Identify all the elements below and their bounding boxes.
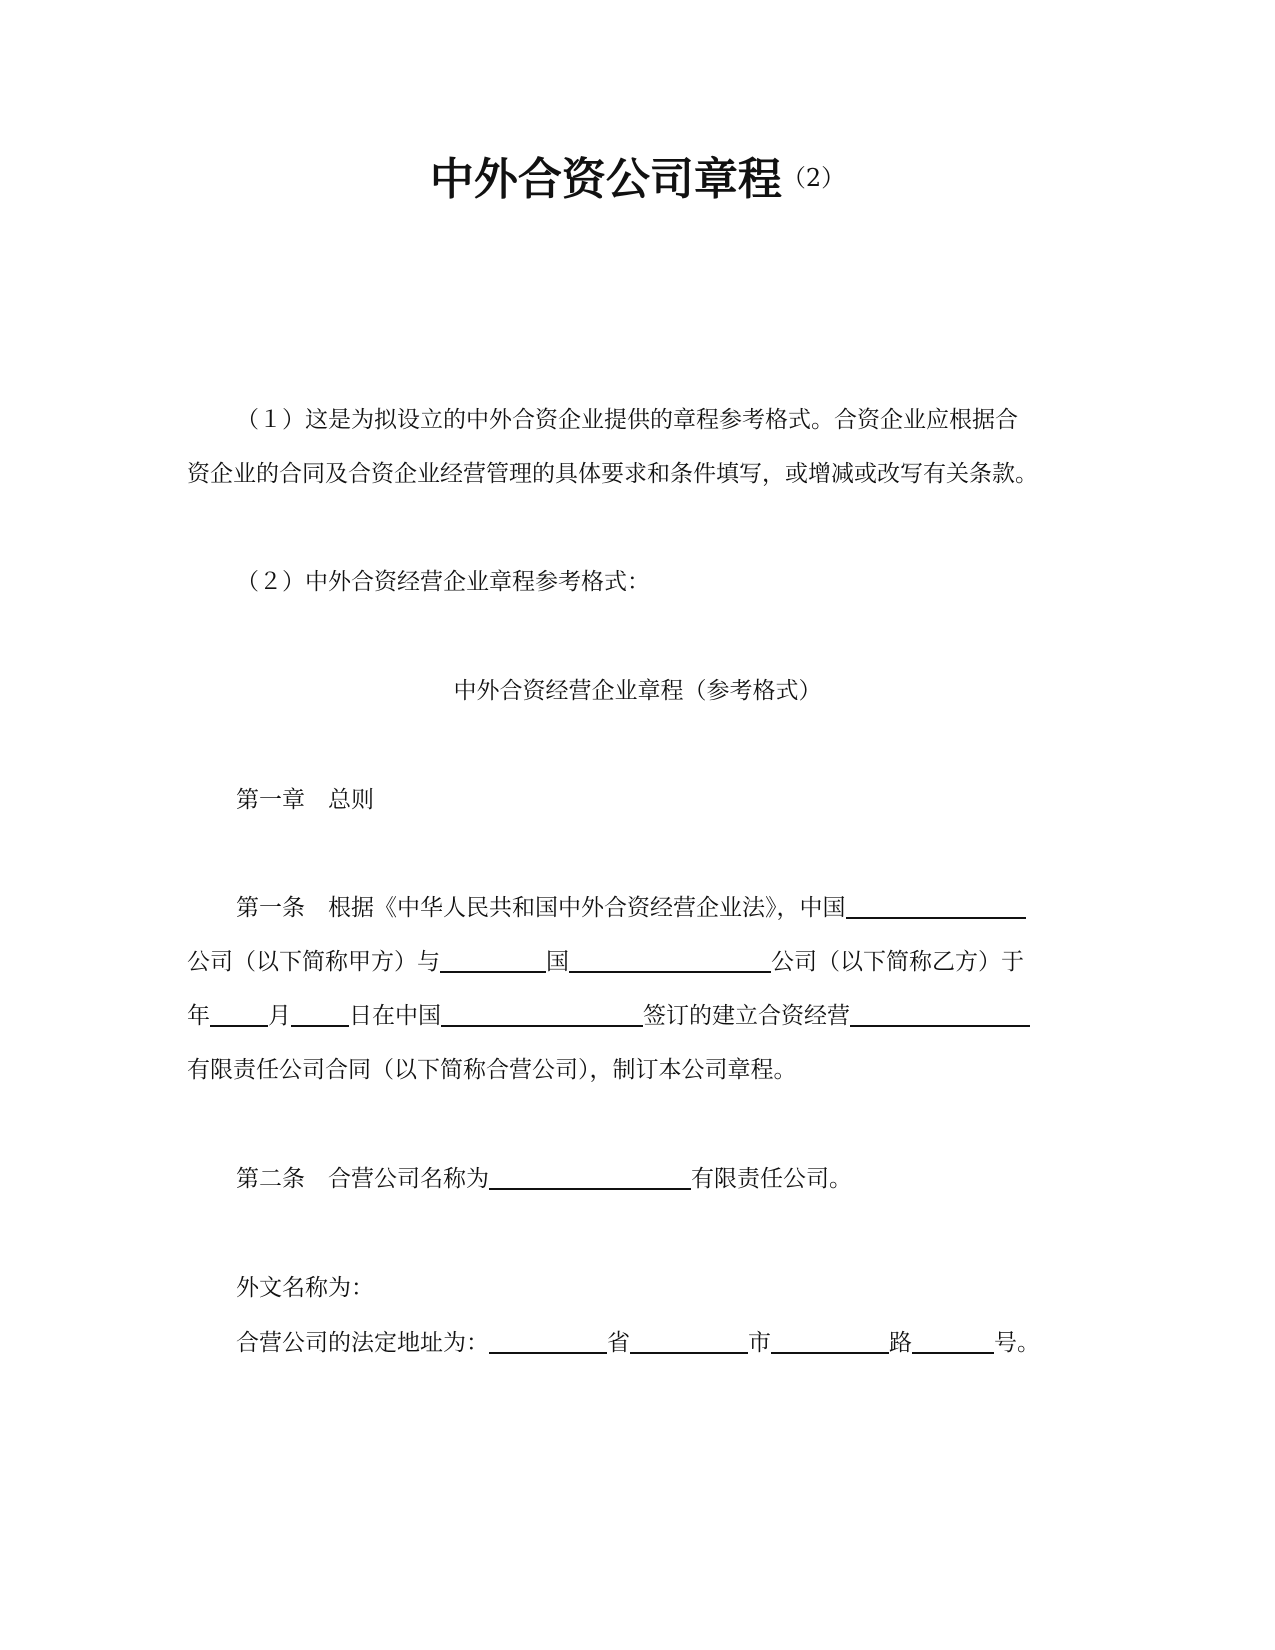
article1-line1 xyxy=(236,893,1026,923)
article1-text-c: 国 xyxy=(546,949,569,975)
article1-text-e: 年 xyxy=(187,1003,210,1029)
note1-line2: 资企业的合同及合资企业经营管理的具体要求和条件填写，或增减或改写有关条款。 xyxy=(187,461,1038,487)
title-main: 中外合资公司章程 xyxy=(429,154,782,205)
blank-field[interactable] xyxy=(846,895,1026,919)
article1-text-a: 第一条 根据《中华人民共和国中外合资经营企业法》，中国 xyxy=(236,895,846,921)
blank-field[interactable] xyxy=(489,1330,607,1354)
document-title xyxy=(0,150,1275,208)
address-text-a: 合营公司的法定地址为： xyxy=(236,1330,489,1356)
blank-field[interactable] xyxy=(630,1330,748,1354)
address-text-d: 路 xyxy=(889,1330,912,1356)
blank-field[interactable] xyxy=(912,1330,994,1354)
note1-line1: （１）这是为拟设立的中外合资企业提供的章程参考格式。合资企业应根据合 xyxy=(236,407,1018,433)
blank-field[interactable] xyxy=(441,1003,643,1027)
article1-text-f: 月 xyxy=(268,1003,291,1029)
blank-field[interactable] xyxy=(291,1003,349,1027)
article1-line4: 有限责任公司合同（以下简称合营公司），制订本公司章程。 xyxy=(187,1057,797,1083)
subtitle: 中外合资经营企业章程（参考格式） xyxy=(453,678,822,704)
chapter-heading: 第一章 总则 xyxy=(236,787,374,813)
article1-line2 xyxy=(187,947,1024,977)
blank-field[interactable] xyxy=(850,1003,1030,1027)
blank-field[interactable] xyxy=(210,1003,268,1027)
address-text-e: 号。 xyxy=(994,1330,1040,1356)
address-line xyxy=(236,1328,1040,1358)
blank-field[interactable] xyxy=(569,949,771,973)
article2-text-a: 第二条 合营公司名称为 xyxy=(236,1166,489,1192)
address-text-b: 省 xyxy=(607,1330,630,1356)
article1-line3 xyxy=(187,1001,1030,1031)
foreign-name-line: 外文名称为： xyxy=(236,1275,374,1301)
article2-text-b: 有限责任公司。 xyxy=(691,1166,852,1192)
note2: （２）中外合资经营企业章程参考格式： xyxy=(236,569,650,595)
blank-field[interactable] xyxy=(771,1330,889,1354)
article1-text-h: 签订的建立合资经营 xyxy=(643,1003,850,1029)
article1-text-d: 公司（以下简称乙方）于 xyxy=(771,949,1024,975)
article1-text-g: 日在中国 xyxy=(349,1003,441,1029)
address-text-c: 市 xyxy=(748,1330,771,1356)
article2-line xyxy=(236,1164,852,1194)
blank-field[interactable] xyxy=(489,1166,691,1190)
article1-text-b: 公司（以下简称甲方）与 xyxy=(187,949,440,975)
blank-field[interactable] xyxy=(440,949,546,973)
title-suffix: （2） xyxy=(781,164,846,192)
